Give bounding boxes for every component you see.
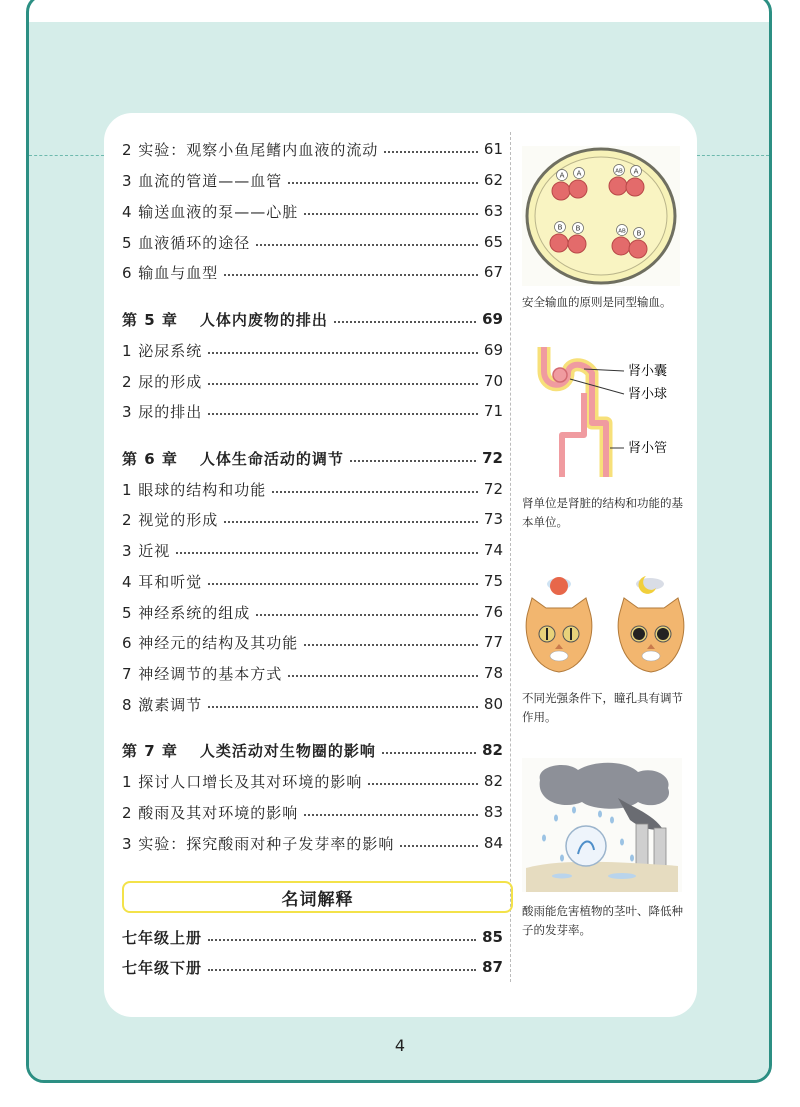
cell-label: A	[559, 171, 565, 180]
kidney-caption: 肾单位是肾脏的结构和功能的基本单位。	[522, 496, 683, 529]
glossary-entry-page: 85	[482, 928, 503, 946]
toc-entry-label: 8 激素调节	[122, 695, 203, 714]
toc-entry-label: 4 输送血液的泵——心脏	[122, 202, 299, 221]
chapter-label	[122, 448, 344, 469]
chapter-number: 第 5 章	[122, 310, 178, 329]
kidney-label-capsule: 肾小囊	[628, 364, 668, 379]
red-cell	[626, 178, 644, 196]
chapter-number: 第 6 章	[122, 449, 178, 468]
chapter-page: 82	[482, 741, 503, 759]
toc-entry-page: 76	[483, 603, 503, 621]
glossary-heading: 名词解释	[122, 881, 513, 913]
toc-entry-page: 61	[483, 140, 503, 158]
toc-entry-page: 65	[483, 233, 503, 251]
chapter-title: 人体内废物的排出	[199, 310, 328, 329]
glossary-entry[interactable]	[122, 924, 503, 950]
toc-entry-label: 4 耳和听觉	[122, 572, 203, 591]
chapter-heading[interactable]	[122, 306, 503, 332]
toc-entry-label: 1 泌尿系统	[122, 341, 203, 360]
cell-label: AB	[615, 168, 623, 175]
cell-label: A	[576, 169, 582, 178]
toc-entry[interactable]	[122, 368, 503, 394]
leader-dots	[272, 491, 478, 493]
page-number: 4	[394, 1036, 406, 1055]
red-cell	[568, 235, 586, 253]
leader-dots	[368, 783, 478, 785]
red-cell	[550, 234, 568, 252]
sun-icon	[550, 577, 568, 595]
leader-dots	[304, 213, 478, 215]
leader-dots	[208, 383, 478, 385]
acid-rain-caption: 酸雨能危害植物的茎叶、降低种子的发芽率。	[522, 904, 683, 937]
glossary-entry-label: 七年级下册	[122, 958, 203, 977]
chapter-title: 人类活动对生物圈的影响	[199, 741, 376, 760]
toc-entry[interactable]	[122, 398, 503, 424]
leader-dots	[256, 614, 478, 616]
toc-entry[interactable]	[122, 691, 503, 717]
toc-entry-label: 2 尿的形成	[122, 372, 203, 391]
cell-label: A	[633, 167, 639, 176]
chapter-number: 第 7 章	[122, 741, 178, 760]
leader-dots	[382, 752, 476, 754]
chapter-page: 72	[482, 449, 503, 467]
kidney-label-tubule: 肾小管	[628, 441, 668, 456]
toc-entry-page: 71	[483, 402, 503, 420]
toc-entry-page: 78	[483, 664, 503, 682]
toc-entry-page: 67	[483, 263, 503, 281]
red-cell	[629, 240, 647, 258]
dashed-guide-right	[697, 155, 769, 156]
blood-caption: 安全输血的原则是同型输血。	[522, 295, 672, 309]
toc-entry[interactable]	[122, 136, 503, 162]
red-cell	[569, 180, 587, 198]
toc-entry[interactable]	[122, 476, 503, 502]
leader-dots	[304, 644, 478, 646]
cat-face-bright	[526, 598, 592, 672]
toc-entry-page: 73	[483, 510, 503, 528]
leader-dots	[350, 460, 476, 462]
chapter-title: 人体生命活动的调节	[199, 449, 344, 468]
toc-entry[interactable]	[122, 337, 503, 363]
toc-entry[interactable]	[122, 568, 503, 594]
toc-entry[interactable]	[122, 599, 503, 625]
column-separator	[510, 132, 511, 982]
toc-entry-label: 6 输血与血型	[122, 263, 219, 282]
leader-dots	[288, 675, 478, 677]
chapter-page: 69	[482, 310, 503, 328]
toc-entry[interactable]	[122, 537, 503, 563]
leader-dots	[208, 583, 478, 585]
leader-dots	[400, 845, 478, 847]
leader-dots	[208, 706, 478, 708]
toc-entry-page: 63	[483, 202, 503, 220]
blood-type-illustration	[522, 146, 680, 286]
leader-dots	[224, 274, 478, 276]
leader-dots	[208, 352, 478, 354]
cat-caption: 不同光强条件下，瞳孔具有调节作用。	[522, 691, 683, 724]
toc-entry-label: 5 神经系统的组成	[122, 603, 251, 622]
chapter-label	[122, 309, 328, 330]
leader-dots	[288, 182, 478, 184]
toc-entry-label: 3 尿的排出	[122, 402, 203, 421]
toc-entry[interactable]	[122, 229, 503, 255]
toc-entry-label: 2 视觉的形成	[122, 510, 219, 529]
toc-entry-label: 2 实验：观察小鱼尾鳍内血液的流动	[122, 140, 379, 159]
toc-entry-page: 74	[483, 541, 503, 559]
toc-entry[interactable]	[122, 198, 503, 224]
glossary-entry-page: 87	[482, 958, 503, 976]
toc-entry[interactable]	[122, 259, 503, 285]
cat-face-dark	[618, 598, 684, 672]
toc-entry-label: 3 实验：探究酸雨对种子发芽率的影响	[122, 834, 395, 853]
glossary-entry[interactable]	[122, 954, 503, 980]
cat-pupil-illustration	[522, 572, 690, 684]
toc-entry-page: 77	[483, 633, 503, 651]
toc-entry-label: 6 神经元的结构及其功能	[122, 633, 299, 652]
toc-entry[interactable]	[122, 629, 503, 655]
cell-label: AB	[618, 228, 626, 235]
red-cell	[609, 177, 627, 195]
kidney-label-glomerulus: 肾小球	[628, 387, 668, 402]
toc-entry[interactable]	[122, 167, 503, 193]
leader-dots	[208, 969, 476, 971]
toc-entry[interactable]	[122, 660, 503, 686]
chapter-heading[interactable]	[122, 445, 503, 471]
toc-entry-label: 1 眼球的结构和功能	[122, 480, 267, 499]
leader-dots	[384, 151, 478, 153]
toc-entry-page: 70	[483, 372, 503, 390]
toc-entry[interactable]	[122, 799, 503, 825]
cell-label: B	[557, 223, 563, 232]
chapter-heading[interactable]	[122, 737, 503, 763]
toc-entry-label: 3 血流的管道——血管	[122, 171, 283, 190]
leader-dots	[334, 321, 476, 323]
toc-entry-page: 69	[483, 341, 503, 359]
nephron-illustration	[522, 343, 692, 485]
toc-entry-page: 83	[483, 803, 503, 821]
toc-entry[interactable]	[122, 768, 503, 794]
leader-dots	[256, 244, 478, 246]
cell-label: B	[575, 224, 581, 233]
dashed-guide-left	[29, 155, 104, 156]
toc-entry-page: 72	[483, 480, 503, 498]
toc-entry-page: 82	[483, 772, 503, 790]
toc-entry-label: 7 神经调节的基本方式	[122, 664, 283, 683]
toc-entry-label: 3 近视	[122, 541, 171, 560]
toc-entry[interactable]	[122, 506, 503, 532]
toc-entry-label: 2 酸雨及其对环境的影响	[122, 803, 299, 822]
toc-entry[interactable]	[122, 830, 503, 856]
leader-dots	[176, 552, 478, 554]
toc-entry-page: 75	[483, 572, 503, 590]
leader-dots	[224, 521, 478, 523]
cell-label: B	[636, 229, 642, 238]
glossary-entry-label: 七年级上册	[122, 928, 203, 947]
toc-entry-page: 80	[483, 695, 503, 713]
leader-dots	[208, 939, 476, 941]
toc-entry-page: 62	[483, 171, 503, 189]
chapter-label	[122, 740, 376, 761]
acid-rain-illustration	[522, 758, 682, 892]
leader-dots	[208, 413, 478, 415]
toc-entry-page: 84	[483, 834, 503, 852]
leader-dots	[304, 814, 478, 816]
toc-entry-label: 5 血液循环的途径	[122, 233, 251, 252]
red-cell	[552, 182, 570, 200]
red-cell	[612, 237, 630, 255]
toc-entry-label: 1 探讨人口增长及其对环境的影响	[122, 772, 363, 791]
